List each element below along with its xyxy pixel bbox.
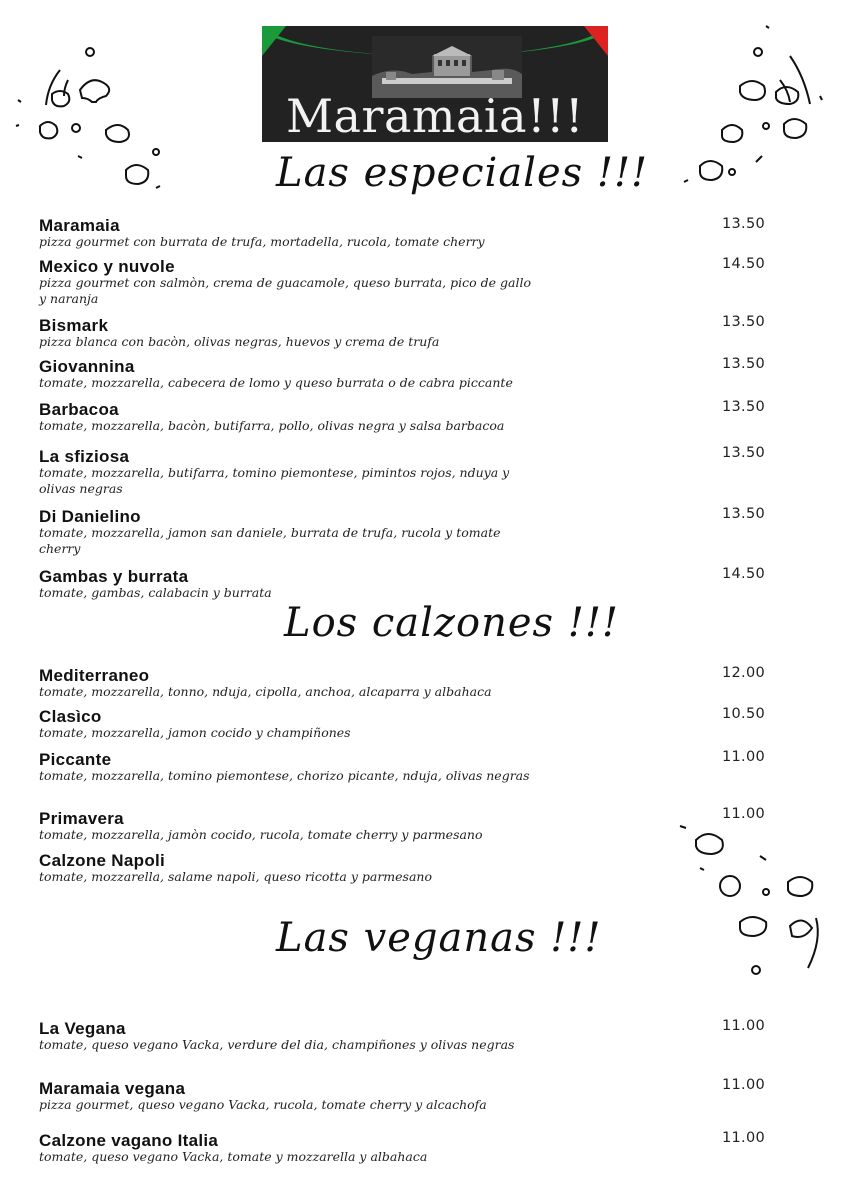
- item-description: tomate, mozzarella, jamon san daniele, burrata de trufa, rucola y tomate cherry: [39, 525, 501, 556]
- item-price: 12.00: [722, 665, 766, 681]
- mushroom-doodle-icon: [676, 820, 836, 1000]
- mushroom-doodle-icon: [680, 16, 840, 196]
- item-description: tomate, mozzarella, salame napoli, queso ricotta y parmesano: [39, 869, 432, 884]
- item-name: Primavera: [39, 809, 124, 828]
- item-price: 11.00: [722, 1018, 766, 1034]
- section-title-veganas: Las veganas !!!: [276, 915, 602, 961]
- item-name: La sfiziosa: [39, 447, 130, 466]
- menu-item: [39, 216, 539, 250]
- mushroom-doodle-icon: [8, 30, 168, 200]
- item-description: tomate, mozzarella, butifarra, tomino piemontese, pimintos rojos, nduya y olivas negras: [39, 465, 510, 496]
- item-description: pizza blanca con bacòn, olivas negras, huevos y crema de trufa: [39, 334, 440, 349]
- item-price: 13.50: [722, 356, 766, 372]
- menu-item: [39, 447, 539, 497]
- menu-item: [39, 1131, 539, 1165]
- item-price: 13.50: [722, 445, 766, 461]
- item-description: tomate, queso vegano Vacka, verdure del dia, champiñones y olivas negras: [39, 1037, 515, 1052]
- item-price: 13.50: [722, 314, 766, 330]
- item-name: Maramaia vegana: [39, 1079, 186, 1098]
- menu-item: [39, 666, 539, 700]
- item-price: 14.50: [722, 256, 766, 272]
- item-name: Giovannina: [39, 357, 135, 376]
- item-price: 11.00: [722, 1077, 766, 1093]
- menu-item: [39, 851, 539, 885]
- menu-item: [39, 707, 539, 741]
- item-price: 13.50: [722, 506, 766, 522]
- menu-item: [39, 257, 539, 307]
- item-description: pizza gourmet, queso vegano Vacka, rucola, tomate cherry y alcachofa: [39, 1097, 487, 1112]
- item-description: tomate, mozzarella, jamòn cocido, rucola, tomate cherry y parmesano: [39, 827, 483, 842]
- item-name: Mediterraneo: [39, 666, 150, 685]
- item-name: La Vegana: [39, 1019, 126, 1038]
- menu-item: [39, 809, 539, 843]
- section-title-calzones: Los calzones !!!: [284, 600, 619, 646]
- menu-item: [39, 750, 539, 784]
- menu-item: [39, 400, 539, 434]
- item-name: Di Danielino: [39, 507, 141, 526]
- item-description: tomate, mozzarella, tomino piemontese, chorizo picante, nduja, olivas negras: [39, 768, 530, 783]
- item-description: tomate, mozzarella, cabecera de lomo y queso burrata o de cabra piccante: [39, 375, 513, 390]
- item-name: Gambas y burrata: [39, 567, 189, 586]
- menu-item: [39, 1079, 539, 1113]
- item-description: tomate, mozzarella, tonno, nduja, cipolla, anchoa, alcaparra y albahaca: [39, 684, 492, 699]
- logo-text: Maramaia!!!: [285, 89, 585, 142]
- item-description: tomate, queso vegano Vacka, tomate y mozzarella y albahaca: [39, 1149, 428, 1164]
- item-price: 11.00: [722, 749, 766, 765]
- menu-item: [39, 357, 539, 391]
- restaurant-logo: [262, 26, 608, 142]
- menu-item: [39, 1019, 539, 1053]
- item-description: tomate, mozzarella, jamon cocido y champiñones: [39, 725, 351, 740]
- item-name: Bismark: [39, 316, 109, 335]
- item-price: 13.50: [722, 216, 766, 232]
- item-description: tomate, gambas, calabacin y burrata: [39, 585, 272, 600]
- item-price: 10.50: [722, 706, 766, 722]
- item-name: Calzone vagano Italia: [39, 1131, 219, 1150]
- item-name: Mexico y nuvole: [39, 257, 175, 276]
- item-price: 11.00: [722, 806, 766, 822]
- menu-item: [39, 567, 539, 601]
- flag-green-corner: [262, 26, 286, 56]
- item-name: Piccante: [39, 750, 112, 769]
- item-name: Clasìco: [39, 707, 102, 726]
- item-name: Maramaia: [39, 216, 120, 235]
- item-description: pizza gourmet con salmòn, crema de guacamole, queso burrata, pico de gallo y naranja: [39, 275, 531, 306]
- menu-item: [39, 507, 539, 557]
- item-description: tomate, mozzarella, bacòn, butifarra, pollo, olivas negra y salsa barbacoa: [39, 418, 505, 433]
- item-price: 13.50: [722, 399, 766, 415]
- item-name: Calzone Napoli: [39, 851, 166, 870]
- item-name: Barbacoa: [39, 400, 119, 419]
- item-price: 11.00: [722, 1130, 766, 1146]
- section-title-especiales: Las especiales !!!: [276, 150, 649, 196]
- menu-item: [39, 316, 539, 350]
- item-price: 14.50: [722, 566, 766, 582]
- item-description: pizza gourmet con burrata de trufa, mortadella, rucola, tomate cherry: [39, 234, 485, 249]
